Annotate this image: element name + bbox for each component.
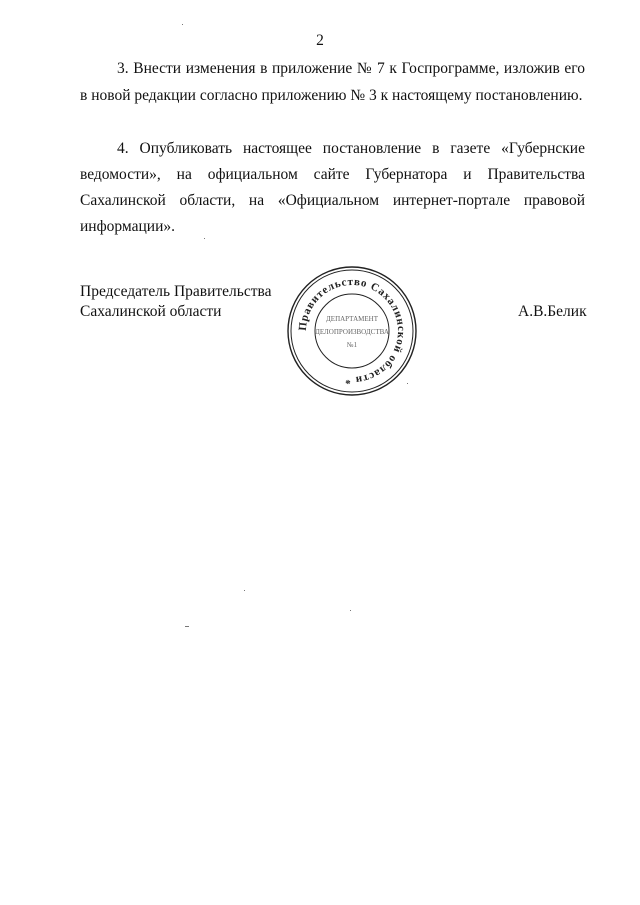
paragraph-4-line-4: информации». <box>80 218 175 235</box>
scan-speck <box>244 590 245 591</box>
paragraph-4-line-1: 4. Опубликовать настоящее постановление в газете «Губернские <box>117 140 585 157</box>
stamp-inner-line-3: №1 <box>346 341 358 349</box>
signatory-name: А.В.Белик <box>518 303 587 320</box>
stamp-inner-line-1: ДЕПАРТАМЕНТ <box>326 315 378 323</box>
scan-speck <box>185 626 189 627</box>
paragraph-3-line-2: в новой редакции согласно приложению № 3 к настоящему постановлению. <box>80 87 583 104</box>
paragraph-4-line-2: ведомости», на официальном сайте Губернатора и Правительства <box>80 166 585 183</box>
scan-speck <box>407 383 408 384</box>
scan-speck <box>182 24 183 25</box>
signatory-position-line-2: Сахалинской области <box>80 303 222 320</box>
official-stamp <box>286 265 418 397</box>
page-number: 2 <box>316 32 324 49</box>
scan-speck <box>204 238 205 239</box>
stamp-outer-text: Правительство Сахалинской области * <box>296 275 408 387</box>
paragraph-3-line-1: 3. Внести изменения в приложение № 7 к Госпрограмме, изложив его <box>117 60 585 77</box>
paragraph-4-line-3: Сахалинской области, на «Официальном интернет-портале правовой <box>80 192 585 209</box>
scan-speck <box>350 610 351 611</box>
signatory-position-line-1: Председатель Правительства <box>80 283 272 300</box>
stamp-inner-line-2: ДЕЛОПРОИЗВОДСТВА <box>315 328 389 336</box>
